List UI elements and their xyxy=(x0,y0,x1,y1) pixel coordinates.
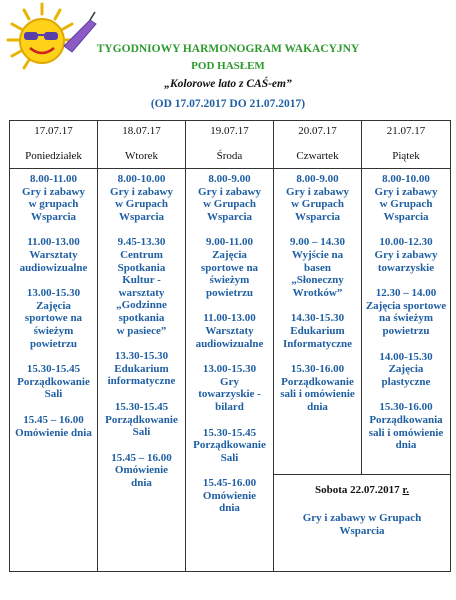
activity-entry: 15.30-16.00 Porządkowania sali i omówienie dnia xyxy=(368,401,444,452)
day-header xyxy=(98,121,186,169)
day-name: Czwartek xyxy=(296,150,339,162)
activity-entry: 9.00 – 14.30 Wyjście na basen „Słoneczny Wrotków” xyxy=(290,236,345,299)
schedule-subtitle: POD HASŁEM xyxy=(191,60,265,72)
activity-entry: 13.00-15.30 Zajęcia sportowe na świeżym powietrzu xyxy=(24,287,83,350)
activity-entry: 9.00-11.00 Zajęcia sportowe na świeżym powietrzu xyxy=(200,236,259,299)
activity-entry: 14.30-15.30 Edukarium Informatyczne xyxy=(282,312,353,350)
saturday-cell xyxy=(274,475,451,572)
activity-entry: 15.30-16.00 Porządkowanie sali i omówienie dnia xyxy=(280,363,355,413)
activity-entry: 13.00-15.30 Gry towarzyskie - bilard xyxy=(198,363,261,413)
activity-entry: 15.30-15.45 Porządkowanie Sali xyxy=(105,400,178,439)
activity-entry: 11.00-13.00 Warsztaty audiowizualne xyxy=(195,312,264,350)
saturday-title xyxy=(274,484,450,496)
day-activities xyxy=(10,169,98,572)
activity-entry: 8.00-9.00 Gry i zabawy w Grupach Wsparcia xyxy=(198,173,261,223)
activity-entry: 15.45-16.00 Omówienie dnia xyxy=(202,477,257,515)
weekly-schedule-table xyxy=(9,120,451,572)
day-date: 19.07.17 xyxy=(210,125,249,137)
day-date: 20.07.17 xyxy=(298,125,337,137)
day-header xyxy=(274,121,362,169)
day-activities xyxy=(98,169,186,572)
day-header xyxy=(10,121,98,169)
day-date: 18.07.17 xyxy=(122,125,161,137)
day-name: Poniedziałek xyxy=(25,150,82,162)
schedule-date-range: (OD 17.07.2017 DO 21.07.2017) xyxy=(150,98,306,110)
day-date: 17.07.17 xyxy=(34,125,73,137)
activity-entry: 9.45-13.30 Centrum Spotkania Kultur - warsztaty „Godzinne spotkania w pasiece” xyxy=(116,236,167,337)
schedule-slogan: „Kolorowe lato z CAŚ-em” xyxy=(164,78,292,90)
day-header xyxy=(186,121,274,169)
activity-entry: 15.30-15.45 Porządkowanie Sali xyxy=(17,363,90,401)
activity-entry: 8.00-11.00 Gry i zabawy w grupach Wsparcia xyxy=(22,173,85,223)
day-activities xyxy=(186,169,274,572)
activity-entry: 15.45 – 16.00 Omówienie dnia xyxy=(111,451,172,489)
day-date: 21.07.17 xyxy=(386,125,426,137)
activity-entry: 8.00-9.00 Gry i zabawy w Grupach Wsparcia xyxy=(286,173,349,223)
activity-entry: 11.00-13.00 Warsztaty audiowizualne xyxy=(19,236,88,274)
day-header xyxy=(362,121,451,169)
saturday-date: Sobota 22.07.2017 xyxy=(314,484,400,496)
activities-row xyxy=(10,169,451,475)
activity-entry: 13.30-15.30 Edukarium informatyczne xyxy=(107,350,176,388)
activity-entry: 14.00-15.30 Zajęcia plastyczne xyxy=(379,350,433,388)
day-name: Środa xyxy=(216,150,243,162)
day-header-row xyxy=(10,121,451,169)
day-activities xyxy=(362,169,451,475)
day-name: Piątek xyxy=(392,150,420,162)
activity-entry: 8.00-10.00 Gry i zabawy w Grupach Wsparcia xyxy=(110,173,173,223)
day-activities xyxy=(274,169,362,475)
activity-entry: 8.00-10.00 Gry i zabawy w Grupach Wsparcia xyxy=(374,173,438,223)
activity-entry: 15.30-15.45 Porządkowanie Sali xyxy=(193,426,266,464)
activity-entry: 10.00-12.30 Gry i zabawy towarzyskie xyxy=(374,236,438,274)
activity-entry: 12.30 – 14.00 Zajęcia sportowe na świeżym powietrzu xyxy=(365,287,447,337)
activity-entry: 15.45 – 16.00 Omówienie dnia xyxy=(15,413,92,439)
day-name: Wtorek xyxy=(125,150,158,162)
saturday-activity: Gry i zabawy w Grupach Wsparcia xyxy=(302,512,422,537)
schedule-title: TYGODNIOWY HARMONOGRAM WAKACYJNY xyxy=(96,43,360,55)
saturday-date-suffix: r. xyxy=(402,484,410,496)
